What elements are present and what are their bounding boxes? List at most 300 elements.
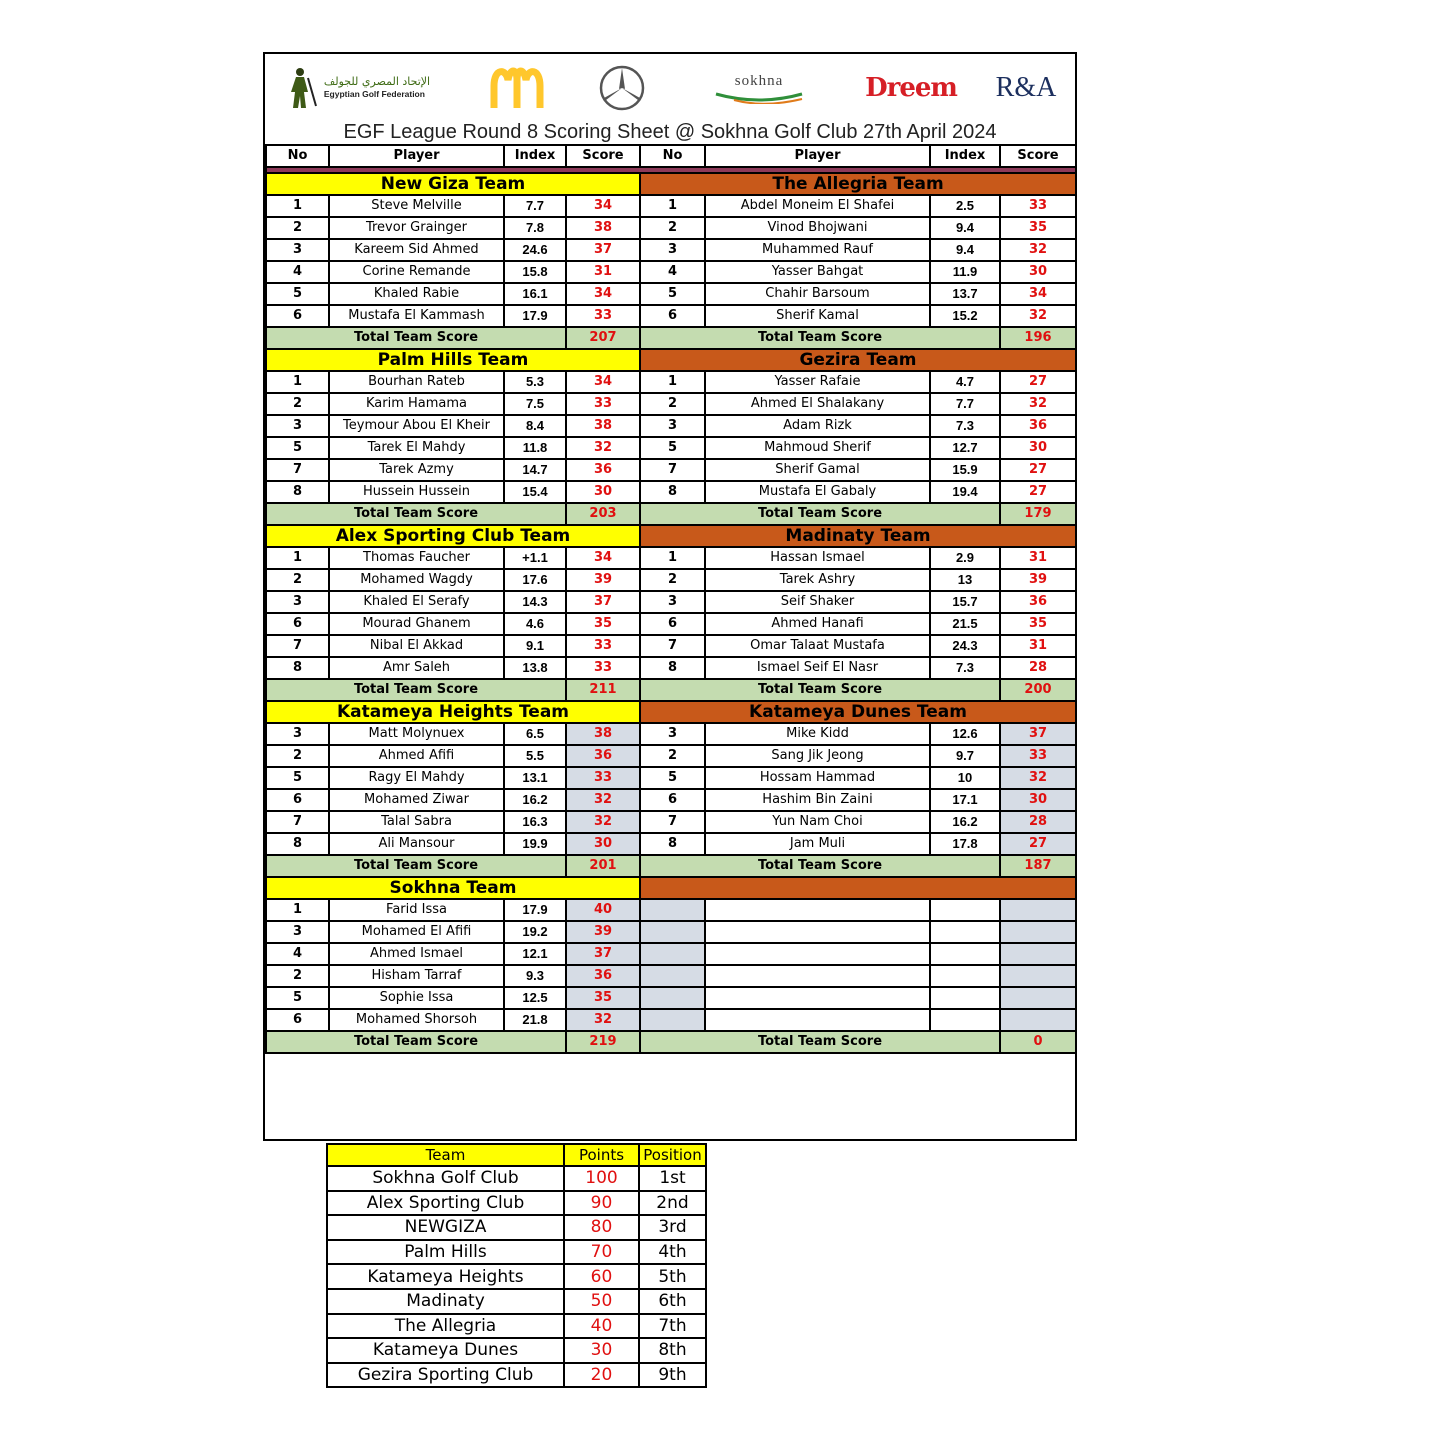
player-index: 24.6	[504, 239, 566, 261]
player-index: 17.6	[504, 569, 566, 591]
team-name-right: Katameya Dunes Team	[640, 701, 1076, 723]
player-row	[266, 789, 1076, 811]
total-label: Total Team Score	[266, 327, 566, 349]
player-score	[1000, 943, 1076, 965]
player-name: Muhammed Rauf	[705, 239, 930, 261]
player-number: 6	[640, 305, 705, 327]
total-score: 211	[566, 679, 640, 701]
player-score: 36	[566, 745, 640, 767]
player-name: Ahmed Hanafi	[705, 613, 930, 635]
player-name: Sherif Kamal	[705, 305, 930, 327]
standings-position: 9th	[639, 1363, 706, 1388]
player-number	[640, 1009, 705, 1031]
player-name: Sang Jik Jeong	[705, 745, 930, 767]
player-index: 6.5	[504, 723, 566, 745]
player-index: 2.5	[930, 195, 1000, 217]
player-row	[266, 921, 1076, 943]
player-index: 15.4	[504, 481, 566, 503]
player-score: 27	[1000, 371, 1076, 393]
player-name: Mohamed Shorsoh	[329, 1009, 504, 1031]
player-score: 34	[566, 371, 640, 393]
player-name: Abdel Moneim El Shafei	[705, 195, 930, 217]
standings-points: 20	[564, 1363, 639, 1388]
standings-team: Sokhna Golf Club	[327, 1166, 564, 1191]
standings-position: 2nd	[639, 1191, 706, 1216]
player-score: 31	[566, 261, 640, 283]
player-number: 2	[640, 393, 705, 415]
player-score: 33	[566, 305, 640, 327]
player-number: 1	[266, 371, 329, 393]
player-name: Mahmoud Sherif	[705, 437, 930, 459]
header-score: Score	[1000, 145, 1076, 167]
player-name	[705, 965, 930, 987]
player-score: 33	[566, 635, 640, 657]
total-score: 219	[566, 1031, 640, 1053]
player-score: 38	[566, 217, 640, 239]
sokhna-logo	[711, 60, 807, 116]
player-row	[266, 591, 1076, 613]
player-index: 17.8	[930, 833, 1000, 855]
dreem-logo	[865, 60, 957, 116]
player-number: 7	[640, 635, 705, 657]
player-number: 6	[266, 789, 329, 811]
player-index: 11.8	[504, 437, 566, 459]
player-score: 40	[566, 899, 640, 921]
player-score: 32	[566, 789, 640, 811]
standings-points: 60	[564, 1264, 639, 1289]
total-label: Total Team Score	[266, 679, 566, 701]
player-index: 17.1	[930, 789, 1000, 811]
player-index: 8.4	[504, 415, 566, 437]
total-label: Total Team Score	[640, 679, 1000, 701]
player-score: 32	[566, 437, 640, 459]
player-score: 27	[1000, 459, 1076, 481]
player-index: 16.2	[930, 811, 1000, 833]
player-number: 3	[640, 591, 705, 613]
player-index: 7.3	[930, 415, 1000, 437]
player-name: Trevor Grainger	[329, 217, 504, 239]
player-name: Teymour Abou El Kheir	[329, 415, 504, 437]
team-name-right	[640, 877, 1076, 899]
player-score: 27	[1000, 481, 1076, 503]
player-number: 2	[266, 965, 329, 987]
player-score: 36	[1000, 591, 1076, 613]
player-row	[266, 899, 1076, 921]
player-index: 7.7	[504, 195, 566, 217]
egf-arabic-name: الإتحاد المصري للجولف	[323, 75, 431, 88]
player-name: Khaled Rabie	[329, 283, 504, 305]
player-index	[930, 943, 1000, 965]
player-index	[930, 1009, 1000, 1031]
player-name: Hashim Bin Zaini	[705, 789, 930, 811]
player-name: Corine Remande	[329, 261, 504, 283]
player-row	[266, 1009, 1076, 1031]
player-index: 5.3	[504, 371, 566, 393]
player-score: 28	[1000, 811, 1076, 833]
player-number: 7	[640, 811, 705, 833]
standings-points: 40	[564, 1314, 639, 1339]
player-row	[266, 569, 1076, 591]
player-name: Hassan Ismael	[705, 547, 930, 569]
total-score: 207	[566, 327, 640, 349]
standings-team: The Allegria	[327, 1314, 564, 1339]
standings-position: 7th	[639, 1314, 706, 1339]
standings-header-team: Team	[327, 1144, 564, 1166]
player-score: 33	[566, 657, 640, 679]
standings-row	[327, 1191, 706, 1216]
total-score: 187	[1000, 855, 1076, 877]
scores-table	[265, 144, 1077, 1054]
player-index: 9.7	[930, 745, 1000, 767]
sponsor-logos	[265, 54, 1075, 120]
player-name: Bourhan Rateb	[329, 371, 504, 393]
player-number: 2	[266, 745, 329, 767]
standings-team: Madinaty	[327, 1289, 564, 1314]
player-index: 14.7	[504, 459, 566, 481]
total-score: 179	[1000, 503, 1076, 525]
player-score: 32	[566, 1009, 640, 1031]
player-score: 36	[1000, 415, 1076, 437]
player-index: 4.7	[930, 371, 1000, 393]
player-number: 6	[266, 305, 329, 327]
player-score	[1000, 987, 1076, 1009]
player-name: Amr Saleh	[329, 657, 504, 679]
player-row	[266, 965, 1076, 987]
player-name: Nibal El Akkad	[329, 635, 504, 657]
player-name: Mustafa El Gabaly	[705, 481, 930, 503]
player-score	[1000, 899, 1076, 921]
standings-position: 6th	[639, 1289, 706, 1314]
player-score: 36	[566, 965, 640, 987]
player-score: 39	[566, 921, 640, 943]
column-header-row	[266, 145, 1076, 167]
player-number: 1	[266, 899, 329, 921]
player-name: Seif Shaker	[705, 591, 930, 613]
standings-table	[326, 1143, 707, 1388]
player-name: Mohamed Ziwar	[329, 789, 504, 811]
player-name: Tarek El Mahdy	[329, 437, 504, 459]
total-label: Total Team Score	[266, 855, 566, 877]
player-score: 35	[1000, 613, 1076, 635]
golden-arches-icon	[490, 66, 544, 110]
player-row	[266, 195, 1076, 217]
standings-row	[327, 1338, 706, 1363]
total-row	[266, 679, 1076, 701]
player-number: 4	[266, 943, 329, 965]
header-index: Index	[930, 145, 1000, 167]
standings-row	[327, 1363, 706, 1388]
player-name: Farid Issa	[329, 899, 504, 921]
player-score	[1000, 965, 1076, 987]
player-index: 17.9	[504, 305, 566, 327]
standings-header-position: Position	[639, 1144, 706, 1166]
player-number: 3	[266, 921, 329, 943]
player-row	[266, 657, 1076, 679]
player-index: 12.5	[504, 987, 566, 1009]
total-label: Total Team Score	[640, 855, 1000, 877]
player-name: Chahir Barsoum	[705, 283, 930, 305]
player-number	[640, 921, 705, 943]
player-score: 37	[566, 239, 640, 261]
player-name: Tarek Ashry	[705, 569, 930, 591]
player-number: 8	[266, 833, 329, 855]
team-name-left: New Giza Team	[266, 173, 640, 195]
player-index: 19.2	[504, 921, 566, 943]
player-index: 7.5	[504, 393, 566, 415]
player-name: Mike Kidd	[705, 723, 930, 745]
standings-points: 50	[564, 1289, 639, 1314]
player-score: 30	[566, 833, 640, 855]
player-number: 7	[640, 459, 705, 481]
player-score: 34	[566, 547, 640, 569]
standings-position: 3rd	[639, 1215, 706, 1240]
player-name: Ahmed El Shalakany	[705, 393, 930, 415]
player-number: 8	[640, 833, 705, 855]
player-index: 24.3	[930, 635, 1000, 657]
standings-position: 5th	[639, 1264, 706, 1289]
player-name	[705, 899, 930, 921]
player-row	[266, 261, 1076, 283]
player-index: 4.6	[504, 613, 566, 635]
player-index: 16.2	[504, 789, 566, 811]
player-number: 1	[640, 547, 705, 569]
dreem-wordmark: Dreem	[865, 73, 957, 103]
player-index: 13.8	[504, 657, 566, 679]
player-number: 2	[266, 393, 329, 415]
player-index: 9.1	[504, 635, 566, 657]
header-player: Player	[329, 145, 504, 167]
player-number	[640, 943, 705, 965]
player-name	[705, 943, 930, 965]
player-score: 38	[566, 723, 640, 745]
player-number	[640, 987, 705, 1009]
player-number: 4	[266, 261, 329, 283]
standings-header-points: Points	[564, 1144, 639, 1166]
player-index: 5.5	[504, 745, 566, 767]
standings-points: 70	[564, 1240, 639, 1265]
player-score: 28	[1000, 657, 1076, 679]
egf-logo	[283, 60, 433, 116]
standings-row	[327, 1314, 706, 1339]
player-name: Omar Talaat Mustafa	[705, 635, 930, 657]
player-name: Tarek Azmy	[329, 459, 504, 481]
total-row	[266, 1031, 1076, 1053]
player-row	[266, 547, 1076, 569]
standings-points: 80	[564, 1215, 639, 1240]
player-name	[705, 921, 930, 943]
player-score: 33	[566, 393, 640, 415]
team-header-row	[266, 877, 1076, 899]
team-name-left: Alex Sporting Club Team	[266, 525, 640, 547]
player-number: 2	[266, 217, 329, 239]
player-score: 38	[566, 415, 640, 437]
total-row	[266, 855, 1076, 877]
team-header-row	[266, 701, 1076, 723]
team-name-left: Palm Hills Team	[266, 349, 640, 371]
player-row	[266, 239, 1076, 261]
standings-row	[327, 1264, 706, 1289]
total-label: Total Team Score	[266, 503, 566, 525]
mercedes-star-icon	[598, 64, 646, 112]
player-number: 4	[640, 261, 705, 283]
player-index: 2.9	[930, 547, 1000, 569]
header-no: No	[266, 145, 329, 167]
player-score: 34	[566, 195, 640, 217]
player-number: 2	[640, 569, 705, 591]
total-score: 200	[1000, 679, 1076, 701]
player-number: 8	[640, 657, 705, 679]
player-number: 5	[266, 437, 329, 459]
player-number: 2	[640, 217, 705, 239]
player-index	[930, 921, 1000, 943]
player-index: 19.4	[930, 481, 1000, 503]
player-row	[266, 635, 1076, 657]
player-number	[640, 965, 705, 987]
player-number: 3	[266, 415, 329, 437]
player-index: 15.7	[930, 591, 1000, 613]
total-score: 0	[1000, 1031, 1076, 1053]
standings-team: Katameya Dunes	[327, 1338, 564, 1363]
player-score: 35	[566, 987, 640, 1009]
sokhna-wordmark: sokhna	[734, 72, 784, 89]
player-name: Ali Mansour	[329, 833, 504, 855]
player-index: 7.7	[930, 393, 1000, 415]
player-row	[266, 393, 1076, 415]
player-index: 13.7	[930, 283, 1000, 305]
player-name: Yun Nam Choi	[705, 811, 930, 833]
player-row	[266, 745, 1076, 767]
player-score: 35	[566, 613, 640, 635]
team-header-row	[266, 349, 1076, 371]
player-index: 11.9	[930, 261, 1000, 283]
player-score: 33	[1000, 195, 1076, 217]
player-name	[705, 1009, 930, 1031]
total-score: 196	[1000, 327, 1076, 349]
player-name: Talal Sabra	[329, 811, 504, 833]
player-index: 7.8	[504, 217, 566, 239]
player-name: Mohamed El Afifi	[329, 921, 504, 943]
player-row	[266, 217, 1076, 239]
header-no: No	[640, 145, 705, 167]
player-number: 6	[266, 1009, 329, 1031]
player-score: 33	[1000, 745, 1076, 767]
standings-position: 8th	[639, 1338, 706, 1363]
player-row	[266, 481, 1076, 503]
standings-points: 100	[564, 1166, 639, 1191]
player-name: Yasser Rafaie	[705, 371, 930, 393]
player-number: 2	[640, 745, 705, 767]
player-row	[266, 415, 1076, 437]
player-row	[266, 283, 1076, 305]
player-name: Khaled El Serafy	[329, 591, 504, 613]
player-score: 34	[1000, 283, 1076, 305]
sheet-title: EGF League Round 8 Scoring Sheet @ Sokhna Golf Club 27th April 2024	[343, 121, 997, 143]
standings-row	[327, 1289, 706, 1314]
player-name: Ragy El Mahdy	[329, 767, 504, 789]
team-header-row	[266, 525, 1076, 547]
player-number: 7	[266, 459, 329, 481]
golfer-icon	[286, 66, 320, 110]
standings-team: Alex Sporting Club	[327, 1191, 564, 1216]
player-number: 3	[266, 239, 329, 261]
player-row	[266, 305, 1076, 327]
player-number: 1	[266, 195, 329, 217]
standings-team: NEWGIZA	[327, 1215, 564, 1240]
player-name: Adam Rizk	[705, 415, 930, 437]
player-row	[266, 723, 1076, 745]
player-index: 12.6	[930, 723, 1000, 745]
standings-row	[327, 1215, 706, 1240]
player-score: 30	[1000, 437, 1076, 459]
player-number: 5	[266, 767, 329, 789]
player-number: 5	[640, 283, 705, 305]
standings-points: 30	[564, 1338, 639, 1363]
player-name: Yasser Bahgat	[705, 261, 930, 283]
player-score: 37	[1000, 723, 1076, 745]
player-index: 7.3	[930, 657, 1000, 679]
player-name: Matt Molynuex	[329, 723, 504, 745]
standings-row	[327, 1166, 706, 1191]
player-name: Ahmed Ismael	[329, 943, 504, 965]
player-score: 31	[1000, 635, 1076, 657]
player-score: 39	[1000, 569, 1076, 591]
player-number: 1	[640, 195, 705, 217]
player-number: 5	[640, 767, 705, 789]
player-name: Ismael Seif El Nasr	[705, 657, 930, 679]
header-score: Score	[566, 145, 640, 167]
player-name: Vinod Bhojwani	[705, 217, 930, 239]
mcdonalds-logo	[489, 60, 545, 116]
randa-wordmark: R&A	[995, 72, 1057, 103]
player-index: 16.1	[504, 283, 566, 305]
player-index: 15.2	[930, 305, 1000, 327]
total-label: Total Team Score	[640, 327, 1000, 349]
player-row	[266, 459, 1076, 481]
standings-team: Palm Hills	[327, 1240, 564, 1265]
total-label: Total Team Score	[266, 1031, 566, 1053]
player-number: 7	[266, 635, 329, 657]
player-index: +1.1	[504, 547, 566, 569]
player-number: 3	[640, 415, 705, 437]
player-number: 8	[266, 481, 329, 503]
player-name: Mustafa El Kammash	[329, 305, 504, 327]
player-number: 8	[266, 657, 329, 679]
player-number: 5	[266, 283, 329, 305]
player-index: 14.3	[504, 591, 566, 613]
mercedes-logo	[595, 60, 649, 116]
player-score: 31	[1000, 547, 1076, 569]
player-index: 12.1	[504, 943, 566, 965]
player-index	[930, 899, 1000, 921]
player-number: 5	[266, 987, 329, 1009]
player-row	[266, 833, 1076, 855]
player-score: 32	[1000, 305, 1076, 327]
team-name-left: Sokhna Team	[266, 877, 640, 899]
player-number: 3	[640, 723, 705, 745]
player-row	[266, 613, 1076, 635]
player-index: 21.8	[504, 1009, 566, 1031]
player-score: 30	[566, 481, 640, 503]
player-score: 32	[1000, 767, 1076, 789]
standings-team: Katameya Heights	[327, 1264, 564, 1289]
team-name-right: Madinaty Team	[640, 525, 1076, 547]
player-number: 3	[266, 723, 329, 745]
player-index: 15.8	[504, 261, 566, 283]
player-score: 39	[566, 569, 640, 591]
player-name	[705, 987, 930, 1009]
player-index: 9.4	[930, 217, 1000, 239]
player-index: 21.5	[930, 613, 1000, 635]
